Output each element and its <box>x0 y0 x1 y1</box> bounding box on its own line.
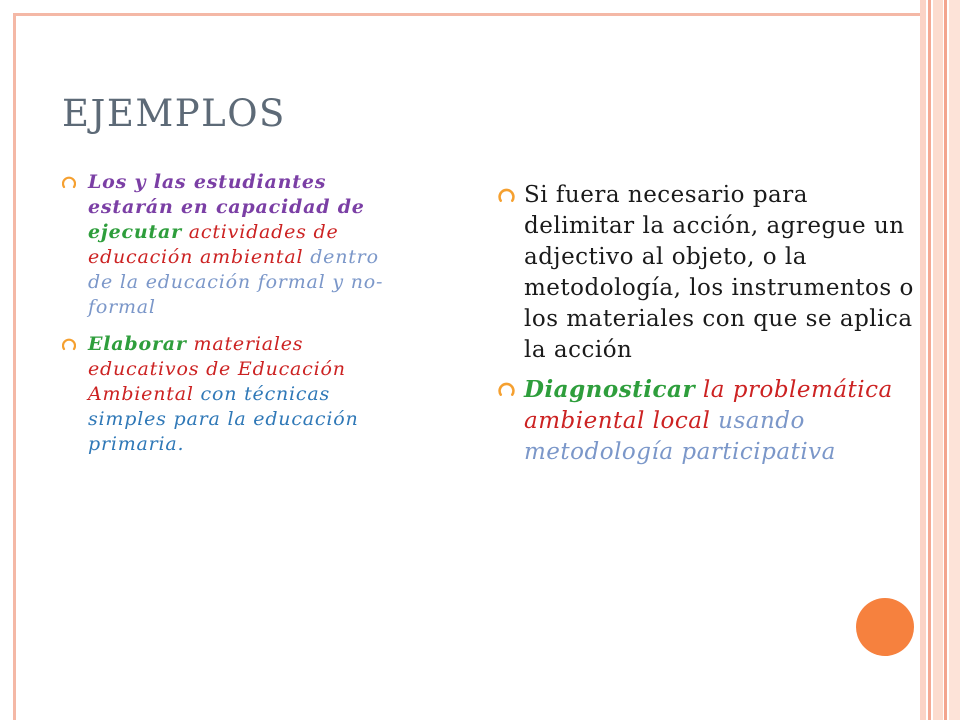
left-bullet-list <box>62 170 392 469</box>
decorative-stripe <box>949 0 960 720</box>
list-item <box>62 332 392 457</box>
decorative-stripe <box>928 0 931 720</box>
list-item <box>498 180 918 366</box>
text-segment: ejecutar <box>88 221 182 243</box>
text-segment: usando metodología participativa <box>524 408 836 465</box>
text-segment: Elaborar <box>88 333 187 355</box>
decorative-stripe <box>933 0 943 720</box>
text-segment: Diagnosticar <box>524 376 696 403</box>
text-segment: la problemática ambiental local <box>524 377 893 434</box>
text-segment: Si fuera necesario para delimitar la acción, agregue un adjectivo al objeto, o la metodología, los instrumentos o los materiales con que se aplica la acción <box>524 182 914 363</box>
decorative-stripe <box>944 0 947 720</box>
bullet-arc-icon <box>498 382 515 397</box>
decorative-stripe <box>920 0 926 720</box>
slide-title: EJEMPLOS <box>62 92 286 135</box>
text-segment: actividades de educación ambiental <box>88 221 339 268</box>
bullet-arc-icon <box>62 338 76 351</box>
bullet-arc-icon <box>62 176 76 189</box>
list-item <box>498 374 918 468</box>
text-segment: dentro de la educación formal y no-formal <box>88 246 384 318</box>
text-segment: con técnicas simples para la educación primaria. <box>88 383 359 455</box>
text-segment: Los y las estudiantes estarán en capacidad de <box>88 171 365 218</box>
right-bullet-list <box>498 180 918 476</box>
list-item <box>62 170 392 320</box>
decorative-circle <box>856 598 914 656</box>
bullet-arc-icon <box>498 188 515 203</box>
text-segment: materiales educativos de Educación Ambiental <box>88 333 346 405</box>
